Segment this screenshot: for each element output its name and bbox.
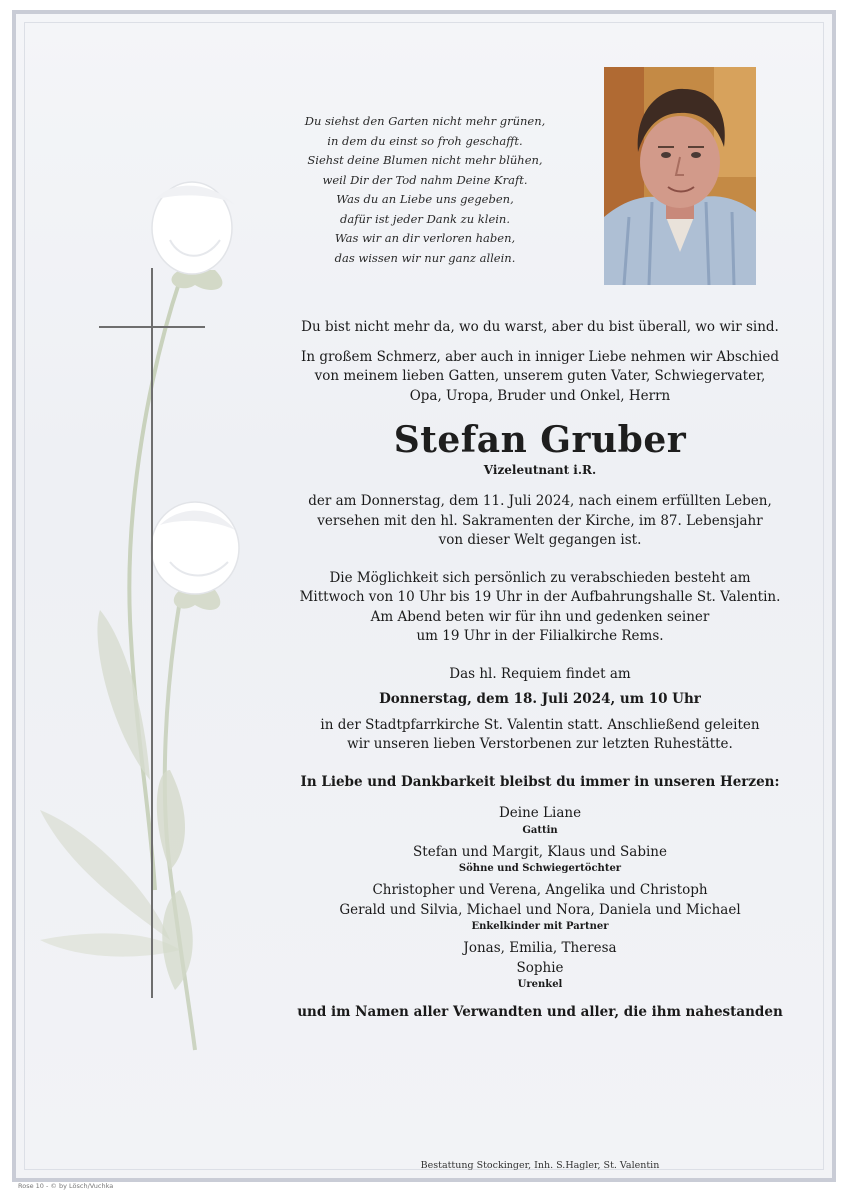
- family-group: [260, 939, 820, 991]
- family-role: Söhne und Schwiegertöchter: [458, 863, 622, 874]
- family-group: [260, 843, 820, 876]
- poem-line: in dem du einst so froh geschafft.: [327, 133, 523, 148]
- requiem-info: [260, 665, 820, 755]
- family-group: [260, 804, 820, 837]
- family-names: Gerald und Silvia, Michael und Nora, Daniela und Michael: [339, 901, 741, 918]
- family-role: Urenkel: [517, 979, 563, 990]
- portrait-illustration: [604, 67, 756, 285]
- deceased-name: Stefan Gruber: [393, 419, 687, 461]
- farewell-line: um 19 Uhr in der Filialkirche Rems.: [416, 628, 664, 644]
- requiem-date: Donnerstag, dem 18. Juli 2024, um 10 Uhr: [379, 691, 701, 707]
- farewell-info: [260, 569, 820, 647]
- image-credit: Rose 10 - © by Lösch/Vuchka: [18, 1182, 114, 1190]
- cross-vertical: [151, 268, 153, 998]
- poem: [300, 112, 550, 268]
- poem-line: Siehst deine Blumen nicht mehr blühen,: [307, 153, 543, 167]
- intro-line: In großem Schmerz, aber auch in inniger Liebe nehmen wir Abschied: [301, 348, 779, 365]
- intro-line: Opa, Uropa, Bruder und Onkel, Herrn: [409, 387, 671, 404]
- death-info: [260, 492, 820, 551]
- family-names: Stefan und Margit, Klaus und Sabine: [413, 843, 667, 860]
- farewell-line: Mittwoch von 10 Uhr bis 19 Uhr in der Aufbahrungshalle St. Valentin.: [299, 589, 781, 605]
- rose-illustration: [30, 170, 260, 1080]
- poem-line: das wissen wir nur ganz allein.: [334, 250, 516, 265]
- portrait-photo: [604, 67, 756, 285]
- family-names: Jonas, Emilia, Theresa: [463, 940, 617, 956]
- family-names: Sophie: [516, 959, 564, 976]
- intro-quote: Du bist nicht mehr da, wo du warst, aber du bist überall, wo wir sind.: [301, 319, 779, 335]
- poem-line: Du siehst den Garten nicht mehr grünen,: [304, 114, 546, 128]
- death-info-line: versehen mit den hl. Sakramenten der Kirche, im 87. Lebensjahr: [317, 512, 763, 529]
- requiem-intro: Das hl. Requiem findet am: [449, 665, 631, 682]
- poem-line: Was wir an dir verloren haben,: [334, 231, 516, 245]
- farewell-line: Am Abend beten wir für ihn und gedenken seiner: [370, 608, 710, 625]
- family-role: Gattin: [522, 824, 558, 836]
- main-text: [260, 318, 820, 1023]
- funeral-home-footer: Bestattung Stockinger, Inh. S.Hagler, St. Valentin: [420, 1160, 660, 1171]
- final-line: und im Namen aller Verwandten und aller, die ihm nahestanden: [297, 1004, 783, 1020]
- poem-line: weil Dir der Tod nahm Deine Kraft.: [322, 172, 528, 187]
- cross-horizontal: [99, 326, 205, 328]
- intro-line: von meinem lieben Gatten, unserem guten Vater, Schwiegervater,: [314, 368, 766, 384]
- death-info-line: der am Donnerstag, dem 11. Juli 2024, nach einem erfüllten Leben,: [308, 493, 772, 509]
- poem-line: Was du an Liebe uns gegeben,: [336, 192, 514, 206]
- deceased-rank: Vizeleutnant i.R.: [483, 463, 597, 477]
- requiem-line: in der Stadtpfarrkirche St. Valentin statt. Anschließend geleiten: [320, 716, 760, 733]
- poem-line: dafür ist jeder Dank zu klein.: [339, 211, 510, 226]
- closing-heading: In Liebe und Dankbarkeit bleibst du immer in unseren Herzen:: [300, 773, 780, 790]
- requiem-line: wir unseren lieben Verstorbenen zur letzten Ruhestätte.: [347, 736, 733, 752]
- death-info-line: von dieser Welt gegangen ist.: [438, 532, 642, 548]
- farewell-line: Die Möglichkeit sich persönlich zu verabschieden besteht am: [329, 569, 751, 586]
- family-names: Christopher und Verena, Angelika und Christoph: [372, 882, 708, 898]
- family-group: [260, 881, 820, 933]
- family-role: Enkelkinder mit Partner: [471, 921, 609, 932]
- family-names: Deine Liane: [498, 805, 582, 821]
